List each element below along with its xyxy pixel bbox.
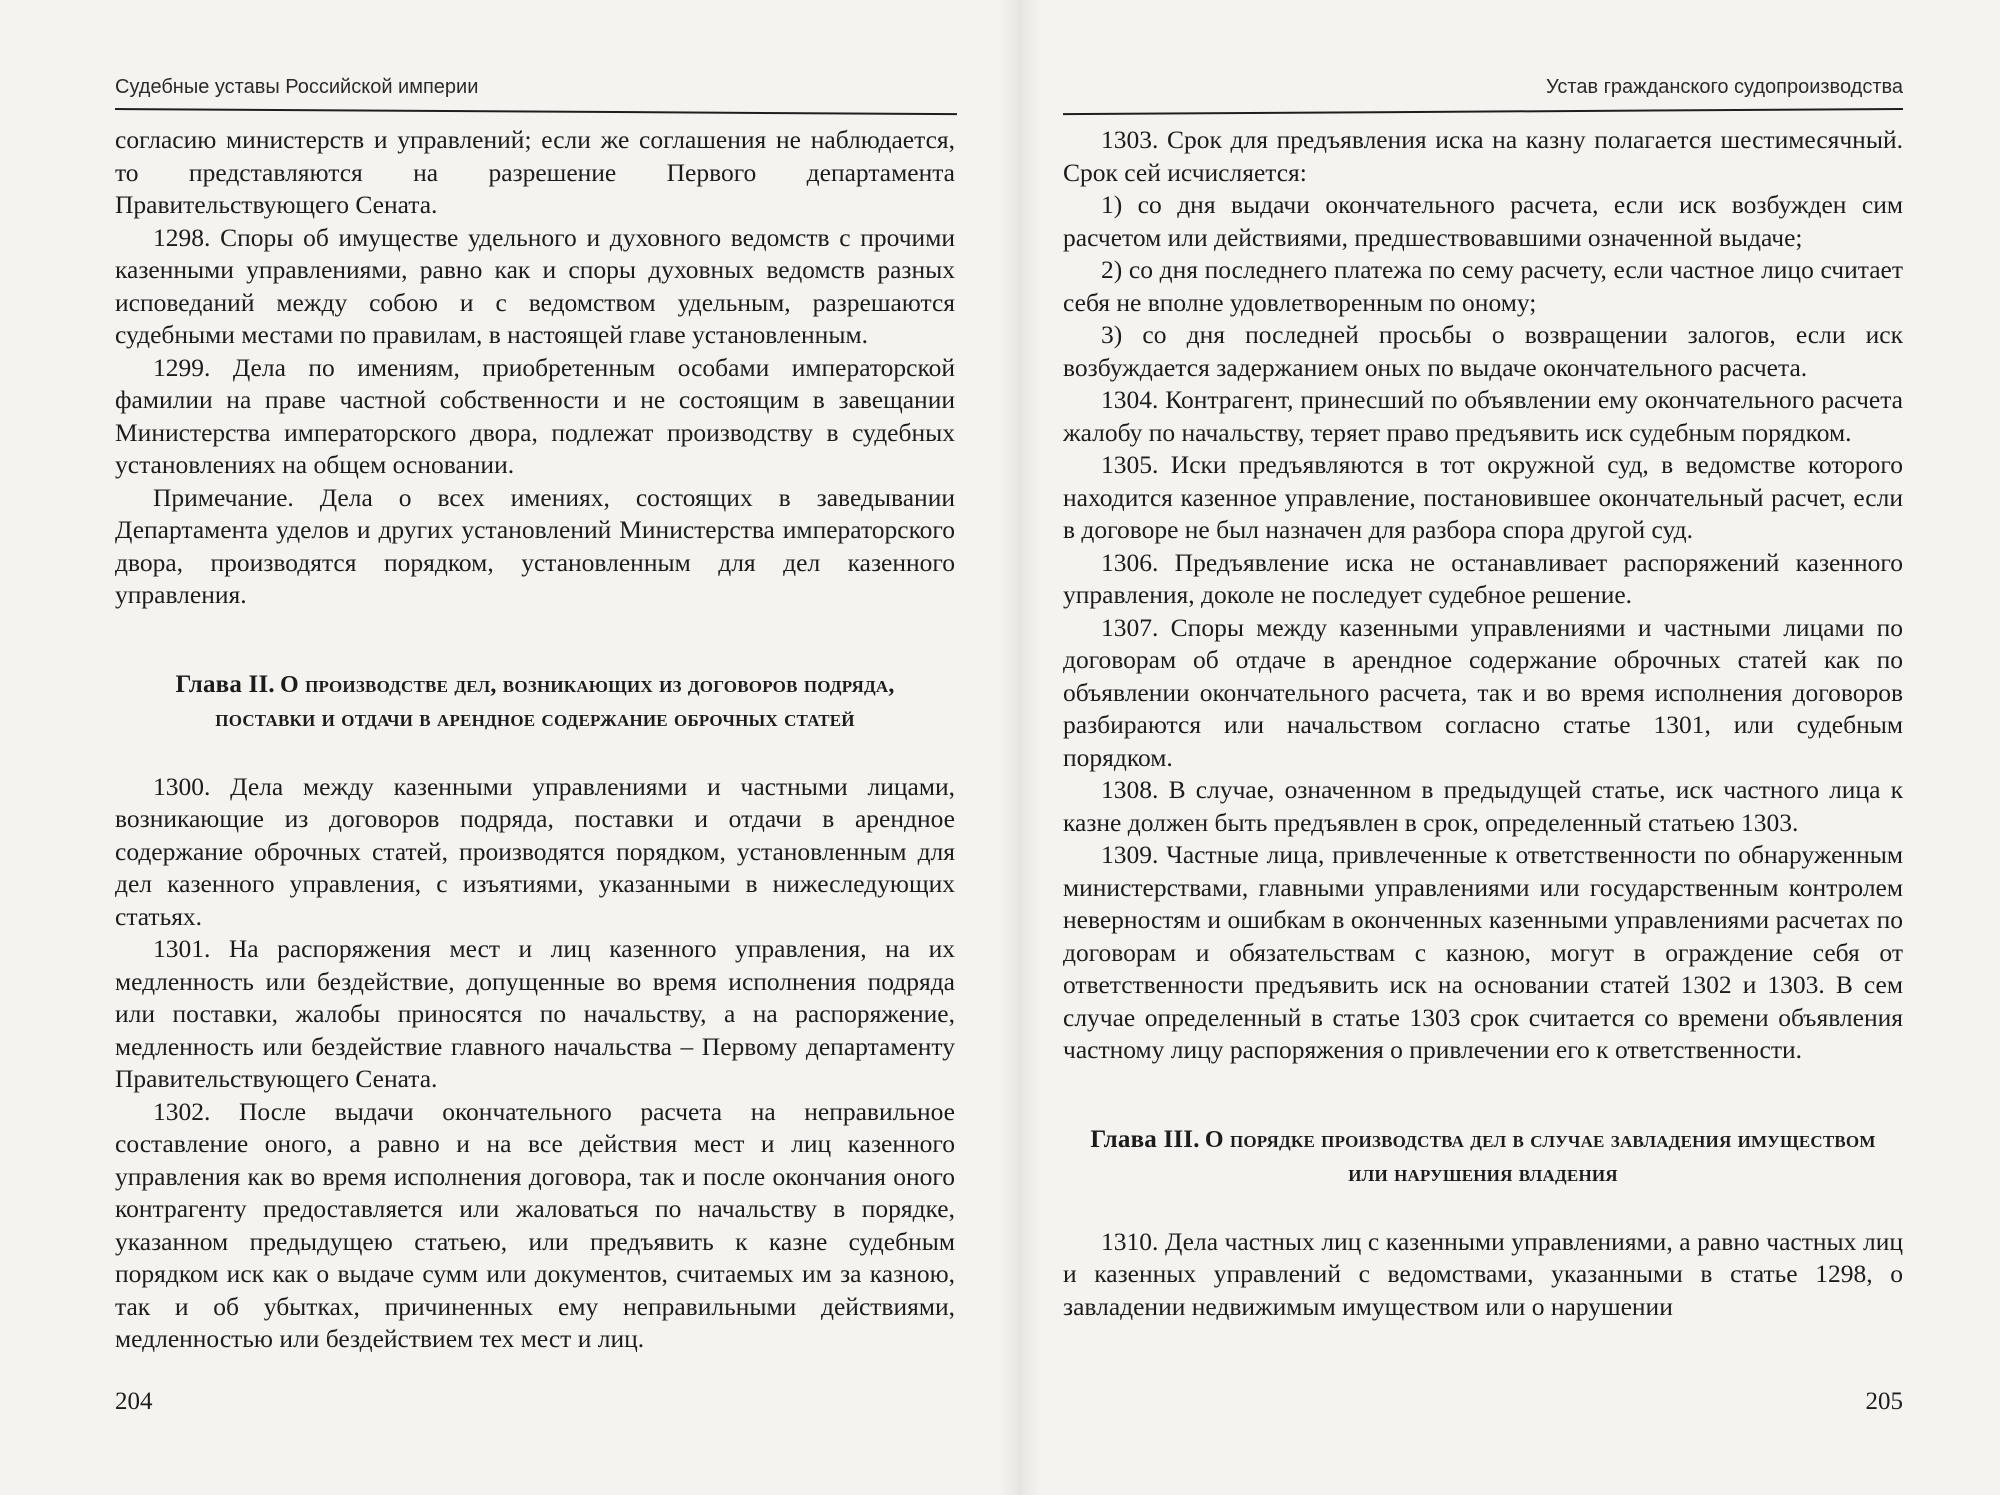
chapter-heading <box>135 668 935 737</box>
chapter-heading <box>1083 1123 1883 1192</box>
left-header-rule <box>115 108 957 115</box>
chapter-title: О производстве дел, возникающих из договоров подряда, поставки и отдачи в арендное содержание оброчных статей <box>215 671 895 732</box>
paragraph: 1304. Контрагент, принесший по объявлении ему окончательного расчета жалобу по начальству, теряет право предъявить иск судебным порядком. <box>1063 385 1903 447</box>
paragraph: 1301. На распоряжения мест и лиц казенного управления, на их медленность или бездействие, допущенные во время исполнения подряда или поставки, жалобы приносятся по начальству, а на распоряжение, медленность или бездействие главного начальства – Первому департаменту Правительствующего Сената. <box>115 934 955 1093</box>
paragraph: 1307. Споры между казенными управлениями и частными лицами по договорам об отдаче в арендное содержание оброчных статей как по объявлении окончательного расчета, так и во время исполнения договоров разбираются или начальством согласно статье 1301, или судебным порядком. <box>1063 612 1903 772</box>
paragraph: 3) со дня последней просьбы о возвращении залогов, если иск возбуждается задержанием оных по выдаче окончательного расчета. <box>1063 320 1903 382</box>
paragraph: 1) со дня выдачи окончательного расчета, если иск возбужден сим расчетом или действиями, предшествовавшими означенной выдаче; <box>1063 190 1903 252</box>
chapter-label: Глава II. <box>175 670 275 698</box>
paragraph: согласию министерств и управлений; если же соглашения не наблюдается, то представляются на разрешение Первого департамента Правительствующего Сената. <box>115 125 955 219</box>
paragraph: 1306. Предъявление иска не останавливает распоряжений казенного управления, доколе не последует судебное решение. <box>1063 547 1903 609</box>
paragraph: 1298. Споры об имуществе удельного и духовного ведомств с прочими казенными управлениями, равно как и споры духовных ведомств разных исповеданий между собою и с ведомством удельным, разрешаются судебными местами по правилам, в настоящей главе установленным. <box>115 222 955 349</box>
left-body-text <box>115 124 955 1356</box>
paragraph: 1302. После выдачи окончательного расчета на неправильное составление оного, а равно и на все действия мест и лиц казенного управления как во время исполнения договора, так и после окончания оного контрагенту предоставляется или жаловаться по начальству в порядке, указанном предыдущею статьею, или предъявить к казне судебным порядком иск как о выдаче сумм или документов, считаемых им за казною, так и об убытках, причиненных ему неправильными действиями, медленностью или бездействием тех мест и лиц. <box>115 1096 955 1353</box>
right-running-head: Устав гражданского судопроизводства <box>1546 76 1903 98</box>
page-number: 204 <box>115 1388 153 1415</box>
paragraph-note: Примечание. Дела о всех имениях, состоящих в заведывании Департамента уделов и других установлений Министерства императорского двора, производятся порядком, установленным для дел казенного управления. <box>115 482 955 609</box>
left-running-head: Судебные уставы Российской империи <box>115 76 479 98</box>
right-header-rule <box>1063 108 1903 115</box>
chapter-label: Глава III. <box>1090 1125 1200 1153</box>
paragraph: 1300. Дела между казенными управлениями и частными лицами, возникающие из договоров подряда, поставки и отдачи в арендное содержание оброчных статей, производятся порядком, установленным для дел казенного управления, с изъятиями, указанными в нижеследующих статьях. <box>115 771 955 931</box>
paragraph: 2) со дня последнего платежа по сему расчету, если частное лицо считает себя не вполне удовлетворенным по оному; <box>1063 255 1903 317</box>
chapter-title: О порядке производства дел в случае завладения имуществом или нарушения владения <box>1204 1126 1876 1187</box>
right-body-text <box>1063 124 1903 1323</box>
paragraph: 1310. Дела частных лиц с казенными управлениями, а равно частных лиц и казенных управлений с ведомствами, указанными в статье 1298, о завладении недвижимым имуществом или о нарушении <box>1063 1226 1903 1321</box>
paragraph: 1299. Дела по имениям, приобретенным особами императорской фамилии на праве частной собственности и не состоящим в завещании Министерства императорского двора, подлежат производству в судебных установлениях на общем основании. <box>115 352 955 479</box>
page-number: 205 <box>1865 1388 1903 1415</box>
right-page <box>1063 0 1903 1495</box>
paragraph: 1309. Частные лица, привлеченные к ответственности по обнаруженным министерствами, главными управлениями или государственным контролем неверностям и ошибкам в оконченных казенными управлениями расчетах по договорам и обязательствам с казною, могут в ограждение себя от ответственности предъявить иск на основании статей 1302 и 1303. В сем случае определенный в статье 1303 срок считается со времени объявления частному лицу распоряжения о привлечении его к ответственности. <box>1063 840 1903 1064</box>
book-gutter <box>1000 0 1040 1495</box>
paragraph: 1303. Срок для предъявления иска на казну полагается шестимесячный. Срок сей исчисляется: <box>1063 125 1903 187</box>
paragraph: 1308. В случае, означенном в предыдущей статье, иск частного лица к казне должен быть предъявлен в срок, определенный статьею 1303. <box>1063 775 1903 837</box>
paragraph: 1305. Иски предъявляются в тот окружной суд, в ведомстве которого находится казенное управление, постановившее окончательный расчет, если в договоре не был назначен для разбора спора другой суд. <box>1063 450 1903 544</box>
left-page <box>115 0 955 1495</box>
